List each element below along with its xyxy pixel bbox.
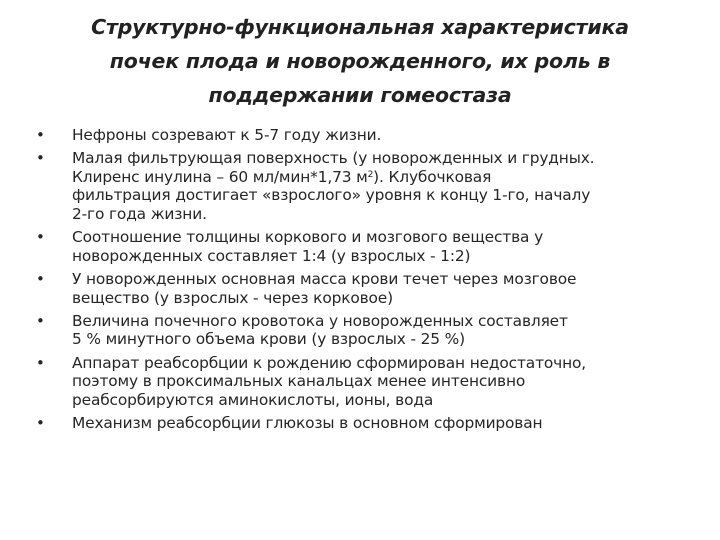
bullet-text-line: • Малая фильтрующая поверхность (у новорожденных и грудных. bbox=[72, 149, 595, 168]
bullet-text-line: 2-го года жизни. bbox=[72, 204, 207, 223]
bullet-item bbox=[36, 270, 696, 307]
superscript: 2 bbox=[367, 169, 374, 180]
bullet-item bbox=[36, 228, 696, 265]
bullet-text-fragment: Клиренс инулина – 60 мл/мин*1,73 м bbox=[72, 167, 368, 186]
bullet-item bbox=[36, 126, 696, 145]
bullet-text-line: поэтому в проксимальных канальцах менее интенсивно bbox=[72, 372, 526, 391]
slide-title bbox=[40, 10, 680, 112]
bullet-text-line: • Величина почечного кровотока у новорожденных составляет bbox=[72, 311, 568, 330]
bullet-text-line: новорожденных составляет 1:4 (у взрослых - 1:2) bbox=[72, 246, 471, 265]
bullet-item bbox=[36, 312, 696, 349]
bullet-text-line: фильтрация достигает «взрослого» уровня к концу 1-го, началу bbox=[72, 186, 591, 205]
bullet-text-line: вещество (у взрослых - через корковое) bbox=[72, 288, 393, 307]
bullet-text-line: • Аппарат реабсорбции к рождению сформирован недостаточно, bbox=[72, 353, 587, 372]
bullet-text-line: • Механизм реабсорбции глюкозы в основном сформирован bbox=[72, 413, 543, 432]
bullet-item bbox=[36, 149, 696, 223]
bullet-text-line: реабсорбируются аминокислоты, ионы, вода bbox=[72, 390, 434, 409]
bullet-text-line: • Соотношение толщины коркового и мозгового вещества у bbox=[72, 228, 544, 247]
title-line: почек плода и новорожденного, их роль в bbox=[109, 49, 611, 73]
bullet-text-line: 5 % минутного объема крови (у взрослых - 25 %) bbox=[72, 330, 466, 349]
bullet-text-fragment: ). Клубочковая bbox=[373, 167, 492, 186]
title-line: Структурно-функциональная характеристика bbox=[91, 15, 629, 39]
bullet-list bbox=[36, 126, 696, 437]
bullet-item bbox=[36, 354, 696, 410]
title-line: поддержании гомеостаза bbox=[208, 83, 512, 107]
bullet-text-line bbox=[72, 168, 696, 187]
bullet-item bbox=[36, 414, 696, 433]
bullet-text-line: • У новорожденных основная масса крови течет через мозговое bbox=[72, 269, 577, 288]
bullet-text-line: • Нефроны созревают к 5-7 году жизни. bbox=[72, 126, 382, 144]
